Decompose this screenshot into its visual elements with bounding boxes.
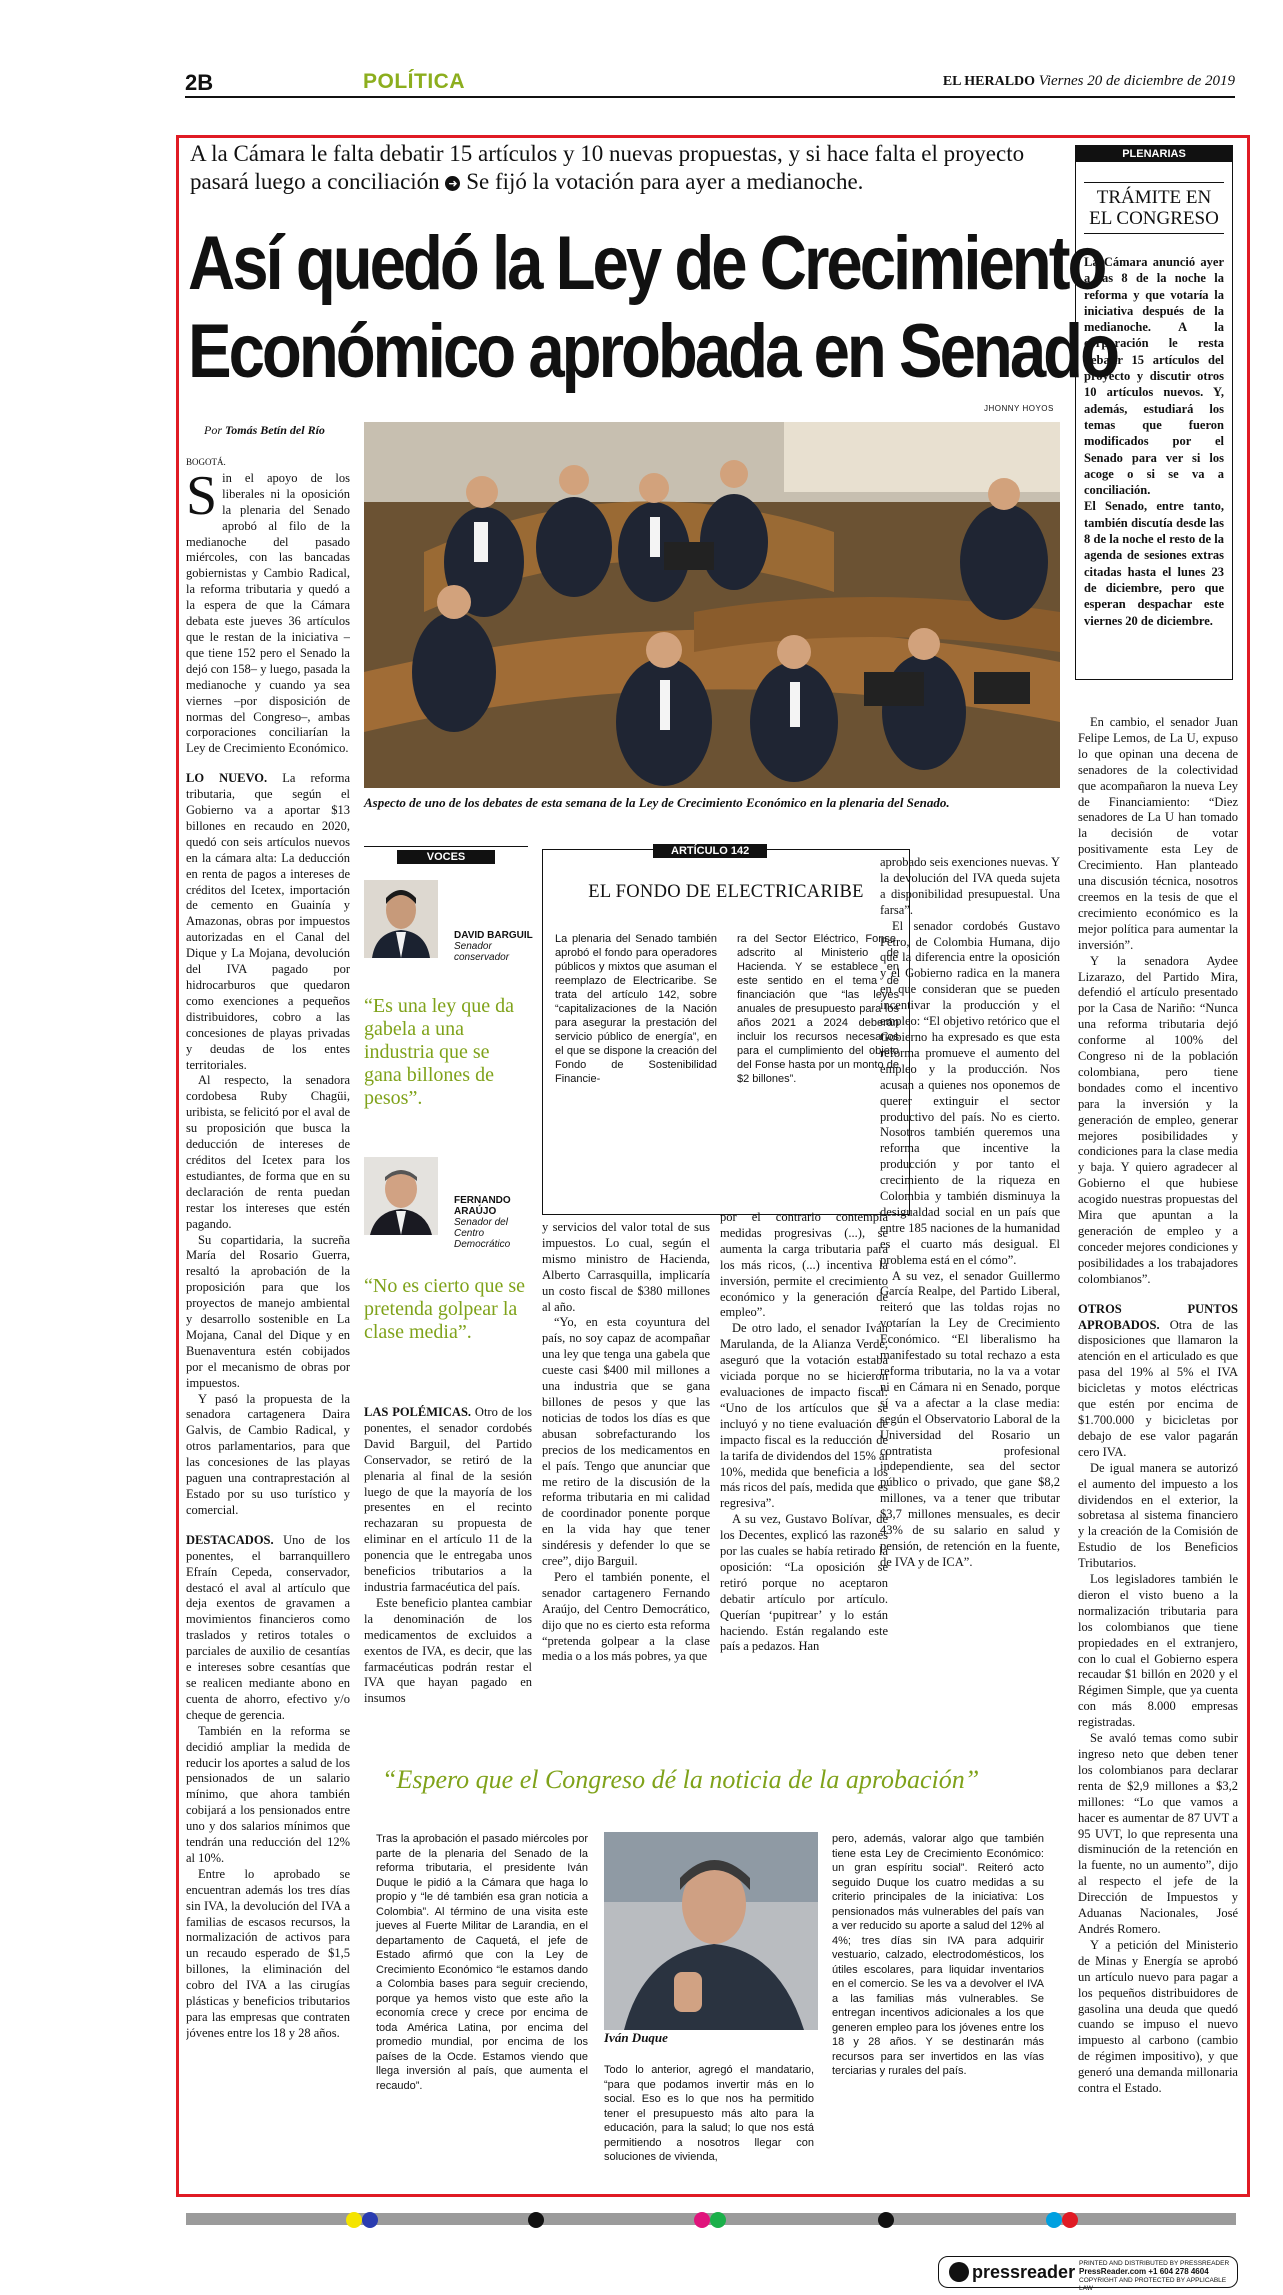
sidebar-box: [1075, 145, 1233, 680]
sidebar-title: TRÁMITE EN EL CONGRESO: [1084, 182, 1224, 234]
pressreader-icon: [949, 2262, 969, 2282]
article-column-2: y servicios del valor total de sus impuestos. Lo cual, según el mismo ministro de Hacienda, Alberto Carrasquilla, implicaría un costo fiscal de $380 millones al año. “Yo, en esta coyuntura del país, no soy capaz de acompañar una ley que tenga una gabela que cueste casi $400 mil millones a una industria que se gana billones de pesos y que las noticias de todos los días es que abusan sobrefacturando los precios de los medicamentos en el país. Tengo que anunciar que me retiro de la discusión de la reforma tributaria en mi calidad de coordinador ponente porque en la vida hay que tener sindéresis y defender lo que se cree”, dijo Barguil. Pero el también ponente, el senador cartagenero Fernando Araújo, del Centro Democrático, dijo que no es cierto esta reforma “pretenda golpear a la clase media o a los más pobres, ya que: [542, 1220, 710, 1664]
avatar: [364, 880, 438, 958]
registration-dot: [694, 2212, 710, 2228]
headline: Así quedó la Ley de Crecimiento Económico aprobada en Senado: [188, 221, 1118, 394]
box-text-b: ra del Sector Eléctrico, Fonse, adscrito al Ministerio de Hacienda. Y se establece en este sentido en el tema de financiación que “las leyes anuales de presupuesto para los años 2021 a 2024 deberán incluir los recursos necesarios para el cumplimiento del objeto del Fonse hasta por un monto de $2 billones”.: [737, 933, 899, 1085]
page-number: 2B: [185, 70, 214, 95]
page-header: [185, 70, 1235, 98]
avatar: [364, 1157, 438, 1235]
articulo-142-box: [542, 845, 910, 1215]
registration-dot: [528, 2212, 544, 2228]
box-title: EL FONDO DE ELECTRICARIBE: [588, 882, 864, 902]
article-column-5: En cambio, el senador Juan Felipe Lemos, de La U, expuso lo que opinan una decena de senadores de la colectividad que acompañaron la nueva Ley de Financiamiento: “Diez senadores de La U han tomado la decisión de votar positivamente esta Ley de Crecimiento. Han planteado una discusión técnica, nosotros creemos en la tesis de que el crecimiento económico es la mejor política para aumentar la inversión”. Y la senadora Aydee Lizarazo, del Partido Mira, defendió el artículo presentado por la Casa de Nariño: “Nunca una reforma tributaria dejó conforme al 100% del Congreso ni de la población colombiana, pero tiene bondades como el incentivo para la inversión y la generación de empleo, generar mejores posibilidades y condiciones para la clase media y baja. Y quiero agradecer al Gobierno el que hubiese acogido nuestras propuestas del Mira que apuntan a la generación de empleo y a conceder mejores condiciones y posibilidades a los trabajadores colombianos”. OTROS PUNTOS APROBADOS. Otra de las disposiciones que llamaron la atención en el articulado es que pasa del 19% al 5% el IVA bicicletas y motos eléctricas que estén por encima de $1.700.000 y bicicletas por debajo de ese valor pagarán cero IVA. De igual manera se autorizó el aumento del impuesto a los dividendos en el exterior, la sobretasa al sistema financiero y la creación de la Comisión de Estudio de los Beneficios Tributarios. Los legisladores también le dieron el visto bueno a la normalización tributaria para los colombianos que tiene propiedades en el extranjero, con lo cual el Gobierno espera recaudar $1 billón en 2020 y el Régimen Simple, que ya cuenta con más 8.000 empresas registradas. Se avaló temas como subir ingreso neto que deben tener los colombianos para declarar renta de $2,9 millones a $3,2 millones: “Lo que vamos a hacer es aumentar de 87 UVT a 95 UVT, lo que representa una disminución de la retención en la fuente, no un aumento”, dijo al respecto el jefe de la Dirección de Impuestos y Aduanas Nacionales, José Andrés Romero. Y a petición del Ministerio de Minas y Energía se aprobó un artículo nuevo para pagar a los pequeños distribuidores de gasolina una deuda que quedó cuando se impuso el nuevo impuesto al carbono (cambio de régimen impositivo), y que generó una demanda millonaria contra el Estado.: [1078, 715, 1238, 2096]
arrow-icon: ➜: [445, 176, 460, 191]
registration-dot: [710, 2212, 726, 2228]
senate-photo: [364, 422, 1060, 788]
box-tag: ARTÍCULO 142: [653, 844, 767, 858]
duque-caption: Iván Duque: [604, 2030, 668, 2045]
sidebar-text: La Cámara anunció ayer a las 8 de la noche la reforma y que votaría la iniciativa después de la medianoche. A la corporación le resta debatir 15 artículos del proyecto y discutir otros 10 artículos nuevos. Y, además, estudiará los temas que fueron modificados por el Senado para ver si los acoge o si se va a conciliación. El Senado, entre tanto, también discutía desde las 8 de la noche el resto de la agenda de sesiones extras citadas hasta el lunes 23 de diciembre, pero que esperan despachar este viernes 20 de diciembre.: [1084, 255, 1224, 628]
voces-tag: VOCES: [397, 850, 496, 864]
registration-dot: [878, 2212, 894, 2228]
duque-text-c: pero, además, valorar algo que también tiene esta Ley de Crecimiento Económico: un gran espíritu social”. Reiteró acto seguido Duque los cuatro medidas a su criterio principales de la iniciativa: Los pensionados más vulnerables del país van a ver reducido su aporte a salud del 12% al 4%; tres días sin IVA para adquirir vestuario, calzado, electrodomésticos, los útiles escolares, para liquidar inventarios en el comercio. Se les va a devolver el IVA a las familias más vulnerables. Se entregan incentivos adicionales a los que generen empleo para los jóvenes entre los 18 y 28 años. Y se destinarán más recursos para ser invertidos en las vías terciarias y rurales del país.: [832, 1833, 1044, 2077]
byline: Por Tomás Betín del Río: [204, 423, 325, 437]
voces-box: [364, 846, 528, 865]
registration-dot: [1062, 2212, 1078, 2228]
article-column-4: aprobado seis exenciones nuevas. Y la devolución del IVA queda sujeta a disponibilidad presupuestal. Una farsa”. El senador cordobés Gustavo Petro, de Colombia Humana, dijo que la diferencia entre la oposición y el Gobierno radica en la manera en que consideran que se pueden incentivar la producción y el empleo: “El objetivo retórico que el Gobierno ha expresado es que esta reforma promueve el aumento del empleo y la producción. Nos acusan a quienes nos oponemos de querer extinguir el sector productivo del país. No es cierto. Nosotros también queremos una reforma que incentive la producción y por tanto el crecimiento de la riqueza en Colombia y también disminuya la desigualdad social en un país que entre 185 naciones de la humanidad es el cuarto más desigual. El problema está en el cómo”. A su vez, el senador Guillermo García Realpe, del Partido Liberal, reiteró que las toldas rojas no votarían la Ley de Crecimiento Económico. “El liberalismo ha manifestado su total rechazo a esta reforma tributaria, no la va a votar ni en Cámara ni en Senado, porque sí va a afectar a la clase media: según el Observatorio Laboral de la Universidad del Rosario un contratista profesional independiente, sea del sector público o privado, que gane $8,2 millones, va a tener que tributar $3,7 millones mensuales, es decir 43% de su salario en salud y pensión, de retención en la fuente, de IVA y de ICA”.: [880, 855, 1060, 1569]
article-column-1: BOGOTÁ. Sin el apoyo de los liberales ni la oposición la plenaria del Senado aprobó al filo de la medianoche del pasado miércoles, con las bancadas gobiernistas y Cambio Radical, la reforma tributaria y quedó a la espera de que la Cámara debata este jueves 36 artículos que le restan de la iniciativa –que tiene 152 pero el Senado la dejó con 158– y luego, pasada la medianoche y cuando ya sea viernes –por disposición de normas del Congreso–, ambas corporaciones conciliarían la Ley de Crecimiento Económico. LO NUEVO. La reforma tributaria, que según el Gobierno va a aportar $13 billones en recaudo en 2020, quedó con seis artículos nuevos en la cámara alta: La deducción en renta de pagos a intereses de créditos del Icetex, importación de cemento en Guainía y Amazonas, obras por impuestos autorizadas en el Canal del Dique y La Mojana, devolución del IVA pagado por hidrocarburos que quedaron como exenciones a pequeños distribuidores, cobro a las concesiones de playas privadas y deudas de los entes territoriales. Al respecto, la senadora cordobesa Ruby Chagüi, uribista, se felicitó por el aval de su proposición que busca la deducción de intereses de créditos del Icetex para los estudiantes, de forma que en su declaración de renta puedan restar los intereses que estén pagando. Su copartidaria, la sucreña María del Rosario Guerra, resaltó la aprobación de la proposición para que los proyectos de manejo ambiental y desarrollo sostenible en La Mojana, Canal del Dique y en Buenaventura estén cobijados por el mecanismo de obras por impuestos. Y pasó la propuesta de la senadora cartagenera Daira Galvis, de Cambio Radical, y otros parlamentarios, para que las concesiones de las playas paguen una contraprestación al Estado por su uso turístico y comercial. DESTACADOS. Uno de los ponentes, el barranquillero Efraín Cepeda, conservador, destacó el aval al artículo que deja exentos de gravamen a movimientos financieros como traslados y retiros totales o parciales de auxilio de cesantías e intereses sobre cesantías que se realicen mediante abono en cuenta de ahorro, efectivo y/o cheque de gerencia. También en la reforma se decidió ampliar la medida de reducir los aportes a salud de los pensionados de un salario mínimo, que ahora también cobijará a los pensionados entre uno y dos salarios mínimos que tendrán una reducción del 12% al 10%. Entre lo aprobado se encuentran además los tres días sin IVA, la devolución del IVA a familias de escasos recursos, la normalización de activos para un recaudo esperado de $1,5 billones, la eliminación del cobro del IVA a las cirugías plásticas y beneficios tributarios para las empresas que contraten jóvenes entre los 18 y 28 años.: [186, 457, 350, 2040]
registration-dot: [1046, 2212, 1062, 2228]
voice-name: FERNANDO ARAÚJO Senador del Centro Democrático: [454, 1195, 511, 1250]
article-kicker: A la Cámara le falta debatir 15 artículos y 10 nuevas propuestas, y si hace falta el proyecto pasará luego a conciliación ➜ Se fijó la votación para ayer a medianoche.: [190, 141, 1025, 194]
registration-dot: [346, 2212, 362, 2228]
dateline: BOGOTÁ.: [186, 457, 226, 467]
voice-quote: “Es una ley que da gabela a una industria que se gana billones de pesos”.: [364, 995, 514, 1109]
article-column-3: por el contrario contempla medidas progresivas (...), se aumenta la carga tributaria para los más ricos, (...) incentiva la inversión, permite el crecimiento económico y la generación de empleo”. De otro lado, el senador Iván Marulanda, de la Alianza Verde, aseguró que la votación estaba viciada porque no se hicieron evaluaciones de impacto fiscal: “Uno de los artículos que se incluyó y no tiene evaluación de impacto fiscal es la reducción de la tarifa de dividendos del 15% al 10%, medida que beneficia a los más ricos del país, medida que es regresiva”. A su vez, Gustavo Bolívar, de los Decentes, explicó las razones por las cuales se había retirado la oposición: “La oposición se retiró porque no aceptaron debatir artículo por artículo. Querían ‘pupitrear’ y lo están haciendo. Están regalando este país a pedazos. Han: [720, 1210, 888, 1654]
duque-photo: [604, 1832, 818, 2030]
drop-cap: S: [186, 464, 218, 527]
duque-text-a: Tras la aprobación el pasado miércoles por parte de la plenaria del Senado de la reforma tributaria, el presidente Iván Duque le pidió a la Cámara que haga lo propio y “le dé también esa gran noticia a Colombia”. Al término de una visita este jueves al Fuerte Militar de Larandia, en el departamento de Caquetá, el jefe de Estado afirmó que con la Ley de Crecimiento Económico “le estamos dando a Colombia bases para seguir creciendo, porque ya hemos visto que este año la economía crece y crece por encima de toda América Latina, por encima del promedio mundial, por encima de los países de la Ocde. Estamos viendo que llega inversión al país, que aumenta el recaudo”.: [376, 1833, 588, 2092]
registration-dot: [362, 2212, 378, 2228]
photo-credit: JHONNY HOYOS: [984, 404, 1054, 413]
sidebar-tag: PLENARIAS: [1076, 146, 1232, 162]
photo-caption: Aspecto de uno de los debates de esta semana de la Ley de Crecimiento Económico en la plenaria del Senado.: [364, 795, 950, 810]
duque-text-b: Todo lo anterior, agregó el mandatario, “para que podamos invertir más en lo social. Eso es lo que nos ha permitido tener el presupuesto más alto para la educación, para la salud; lo que nos está permitiendo a nosotros llegar con soluciones de vivienda,: [604, 2064, 814, 2163]
voice-quote: “No es cierto que se pretenda golpear la clase media”.: [364, 1275, 526, 1343]
pressreader-fineprint: PRINTED AND DISTRIBUTED BY PRESSREADER PressReader.com +1 604 278 4604 COPYRIGHT AND PROTECTED BY APPLICABLE LAW: [1079, 2260, 1230, 2292]
section-label: POLÍTICA: [363, 70, 465, 93]
box-text-a: La plenaria del Senado también aprobó el fondo para operadores públicos y mixtos que asuman el reemplazo de Electricaribe. Se trata del artículo 142, sobre “capitalizaciones de la Nación para asegurar la prestación del servicio público de energía”, en el que se dispone la creación del Fondo de Sostenibilidad Financie-: [555, 933, 717, 1085]
voice-name: DAVID BARGUIL Senador conservador: [454, 930, 533, 963]
paper-dateline: EL HERALDO Viernes 20 de diciembre de 2019: [942, 73, 1235, 89]
pressreader-badge[interactable]: [938, 2256, 1238, 2292]
pressreader-logo: pressreader: [949, 2261, 1078, 2283]
article-column-polemicas: LAS POLÉMICAS. Otro de los ponentes, el senador cordobés David Barguil, del Partido Conservador, se retiró de la plenaria al final de la sesión luego de que la mayoría de los presentes en el recinto rechazaran su propuesta de eliminar en el artículo 11 de la ponencia que le entregaba unos beneficios tributarios a la industria farmacéutica del país. Este beneficio plantea cambiar la denominación de los medicamentos de excluidos a exentos de IVA, es decir, que las farmacéuticas podrán restar el IVA que hayan pagado en insumos: [364, 1405, 532, 1706]
pull-quote: “Espero que el Congreso dé la noticia de la aprobación”: [382, 1765, 980, 1794]
